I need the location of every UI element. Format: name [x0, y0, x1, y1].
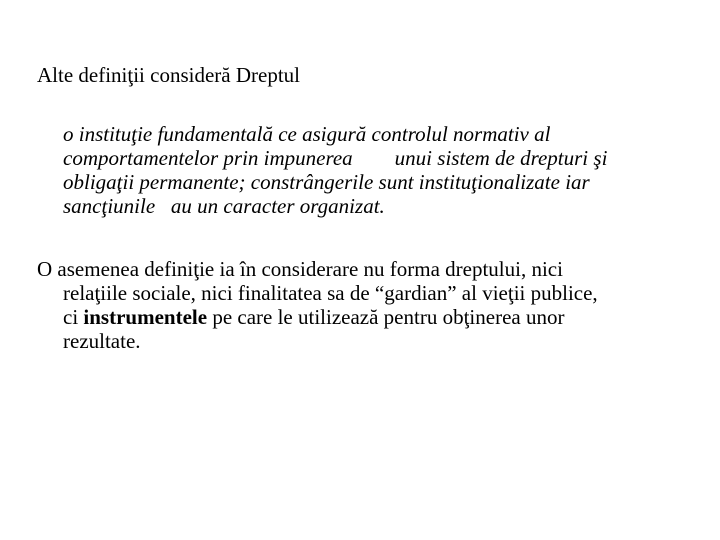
body-line-3-post: pe care le utilizează pentru obţinerea unor [207, 305, 565, 329]
body-line-2: relaţiile sociale, nici finalitatea sa de “gardian” al vieţii publice, [63, 281, 598, 305]
body-line-1: O asemenea definiţie ia în considerare nu forma dreptului, nici [37, 257, 563, 281]
quote-line-3: obligaţii permanente; constrângerile sunt instituţionalizate iar [63, 170, 590, 194]
quote-line-4: sancţiunile au un caracter organizat. [63, 194, 385, 218]
intro-line: Alte definiţii consideră Dreptul [37, 63, 301, 87]
body-line-4: rezultate. [63, 329, 141, 353]
body-line-3 [63, 305, 564, 329]
quote-line-2: comportamentelor prin impunerea unui sistem de drepturi şi [63, 146, 608, 170]
body-line-3-pre: ci [63, 305, 84, 329]
quote-line-1: o instituţie fundamentală ce asigură controlul normativ al [63, 122, 551, 146]
instrumentele-emphasis: instrumentele [83, 305, 208, 329]
